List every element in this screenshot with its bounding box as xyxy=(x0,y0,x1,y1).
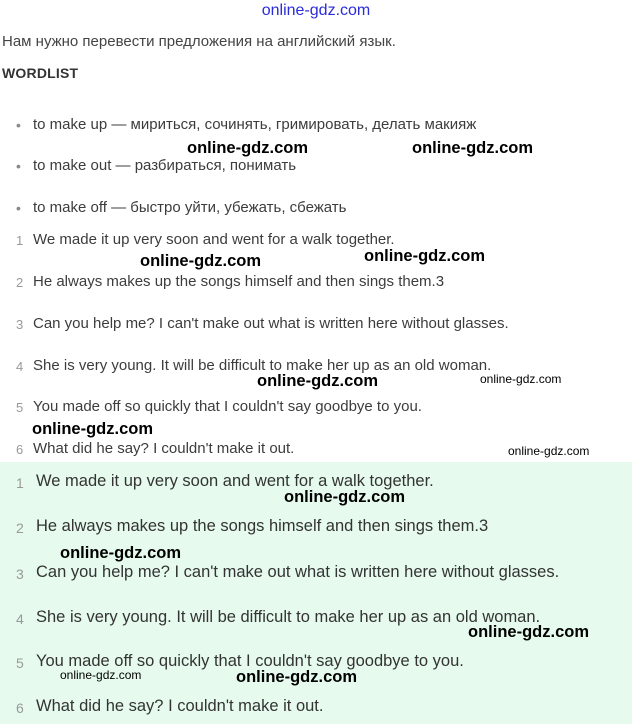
wordlist-item: to make up — мириться, сочинять, гримировать, делать макияж xyxy=(33,116,477,133)
sentence-text: Can you help me? I can't make out what is written here without glasses. xyxy=(33,315,509,332)
watermark: online-gdz.com xyxy=(468,623,589,641)
watermark: online-gdz.com xyxy=(140,252,261,270)
bullet-icon: • xyxy=(16,117,21,133)
bullet-icon: • xyxy=(16,200,21,216)
answer-number: 1 xyxy=(16,475,24,491)
answer-number: 4 xyxy=(16,611,24,627)
sentence-text: She is very young. It will be difficult to make her up as an old woman. xyxy=(33,357,492,374)
watermark: online-gdz.com xyxy=(236,668,357,686)
sentence-number: 2 xyxy=(16,275,24,290)
sentence-number: 5 xyxy=(16,400,24,415)
sentence-text: He always makes up the songs himself and then sings them.3 xyxy=(33,273,445,290)
watermark: online-gdz.com xyxy=(257,372,378,390)
sentence-number: 3 xyxy=(16,317,24,332)
answer-text: We made it up very soon and went for a walk together. xyxy=(36,472,434,490)
answer-text: She is very young. It will be difficult to make her up as an old woman. xyxy=(36,608,541,626)
answer-number: 6 xyxy=(16,700,24,716)
sentence-text: We made it up very soon and went for a walk together. xyxy=(33,231,395,248)
answer-text: He always makes up the songs himself and then sings them.3 xyxy=(36,517,489,535)
wordlist-item: to make off — быстро уйти, убежать, сбежать xyxy=(33,199,347,216)
wordlist-item: to make out — разбираться, понимать xyxy=(33,157,297,174)
answer-number: 2 xyxy=(16,520,24,536)
sentence-number: 4 xyxy=(16,359,24,374)
answer-number: 3 xyxy=(16,566,24,582)
sentence-text: You made off so quickly that I couldn't say goodbye to you. xyxy=(33,398,422,415)
sentence-number: 1 xyxy=(16,233,24,248)
watermark: online-gdz.com xyxy=(60,668,142,682)
sentence-number: 6 xyxy=(16,442,24,457)
watermark: online-gdz.com xyxy=(187,139,308,157)
sentence-text: What did he say? I couldn't make it out. xyxy=(33,440,295,457)
bullet-icon: • xyxy=(16,158,21,174)
wordlist-title: WORDLIST xyxy=(2,65,79,81)
watermark: online-gdz.com xyxy=(284,488,405,506)
watermark: online-gdz.com xyxy=(412,139,533,157)
answer-text: Can you help me? I can't make out what is written here without glasses. xyxy=(36,563,560,581)
watermark: online-gdz.com xyxy=(32,420,153,438)
watermark: online-gdz.com xyxy=(480,372,562,386)
watermark: online-gdz.com xyxy=(508,444,590,458)
answer-text: What did he say? I couldn't make it out. xyxy=(36,697,324,715)
watermark: online-gdz.com xyxy=(60,544,181,562)
watermark: online-gdz.com xyxy=(364,247,485,265)
intro-text: Нам нужно перевести предложения на английский язык. xyxy=(2,33,396,50)
answer-number: 5 xyxy=(16,655,24,671)
answer-text: You made off so quickly that I couldn't say goodbye to you. xyxy=(36,652,464,670)
site-header: online-gdz.com xyxy=(261,2,371,19)
